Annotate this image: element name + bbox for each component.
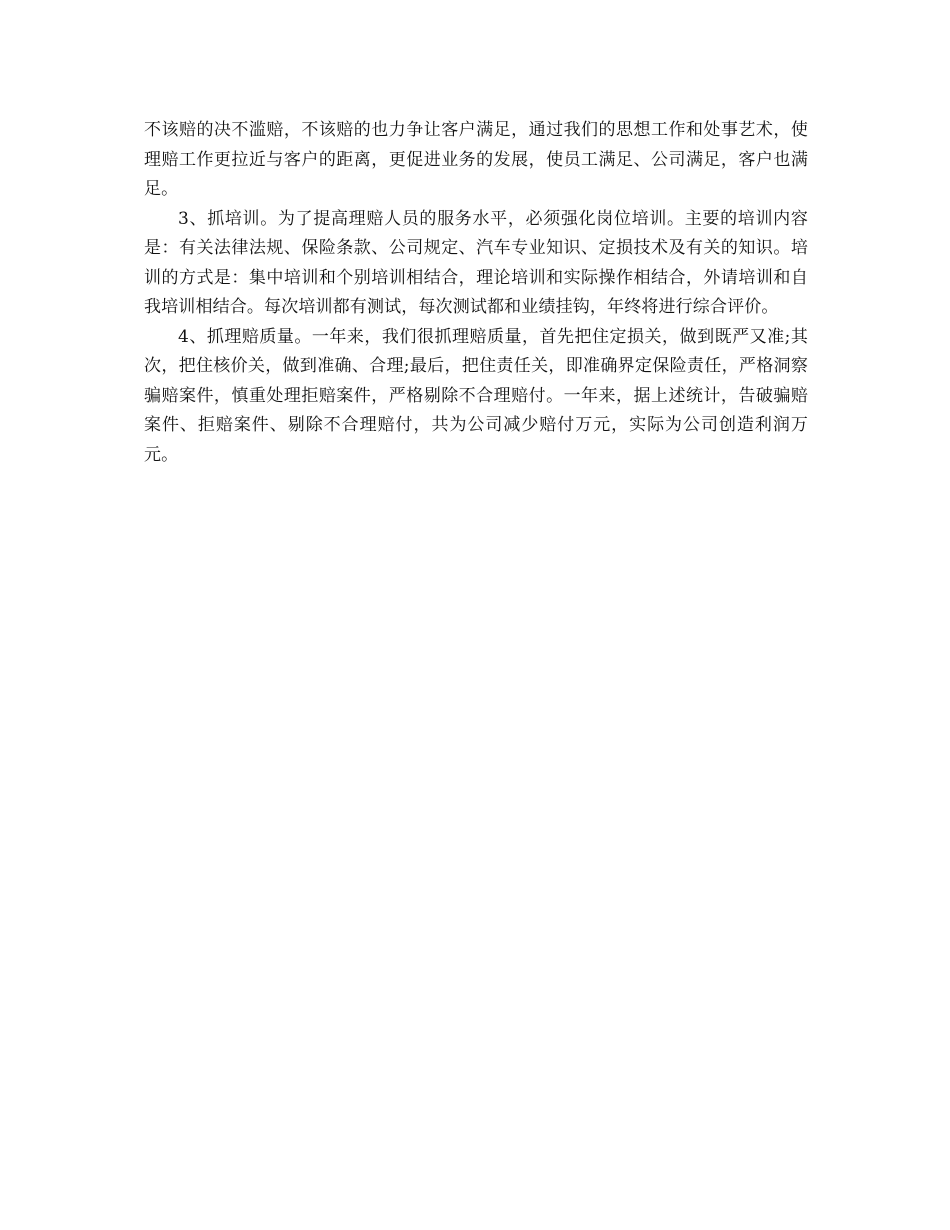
paragraph-continuation: 不该赔的决不滥赔，不该赔的也力争让客户满足，通过我们的思想工作和处事艺术，使理赔工作更拉近与客户的距离，更促进业务的发展，使员工满足、公司满足，客户也满足。	[144, 120, 808, 199]
document-body	[144, 116, 808, 470]
paragraph-claims-quality: 4、抓理赔质量。一年来，我们很抓理赔质量，首先把住定损关，做到既严又准;其次，把住核价关，做到准确、合理;最后，把住责任关，即准确界定保险责任，严格洞察骗赔案件，慎重处理拒赔案件，严格剔除不合理赔付。一年来，据上述统计，告破骗赔案件、拒赔案件、剔除不合理赔付，共为公司减少赔付万元，实际为公司创造利润万元。	[144, 326, 808, 465]
paragraph-training: 3、抓培训。为了提高理赔人员的服务水平，必须强化岗位培训。主要的培训内容是：有关法律法规、保险条款、公司规定、汽车专业知识、定损技术及有关的知识。培训的方式是：集中培训和个别培训相结合，理论培训和实际操作相结合，外请培训和自我培训相结合。每次培训都有测试，每次测试都和业绩挂钩，年终将进行综合评价。	[144, 208, 808, 317]
